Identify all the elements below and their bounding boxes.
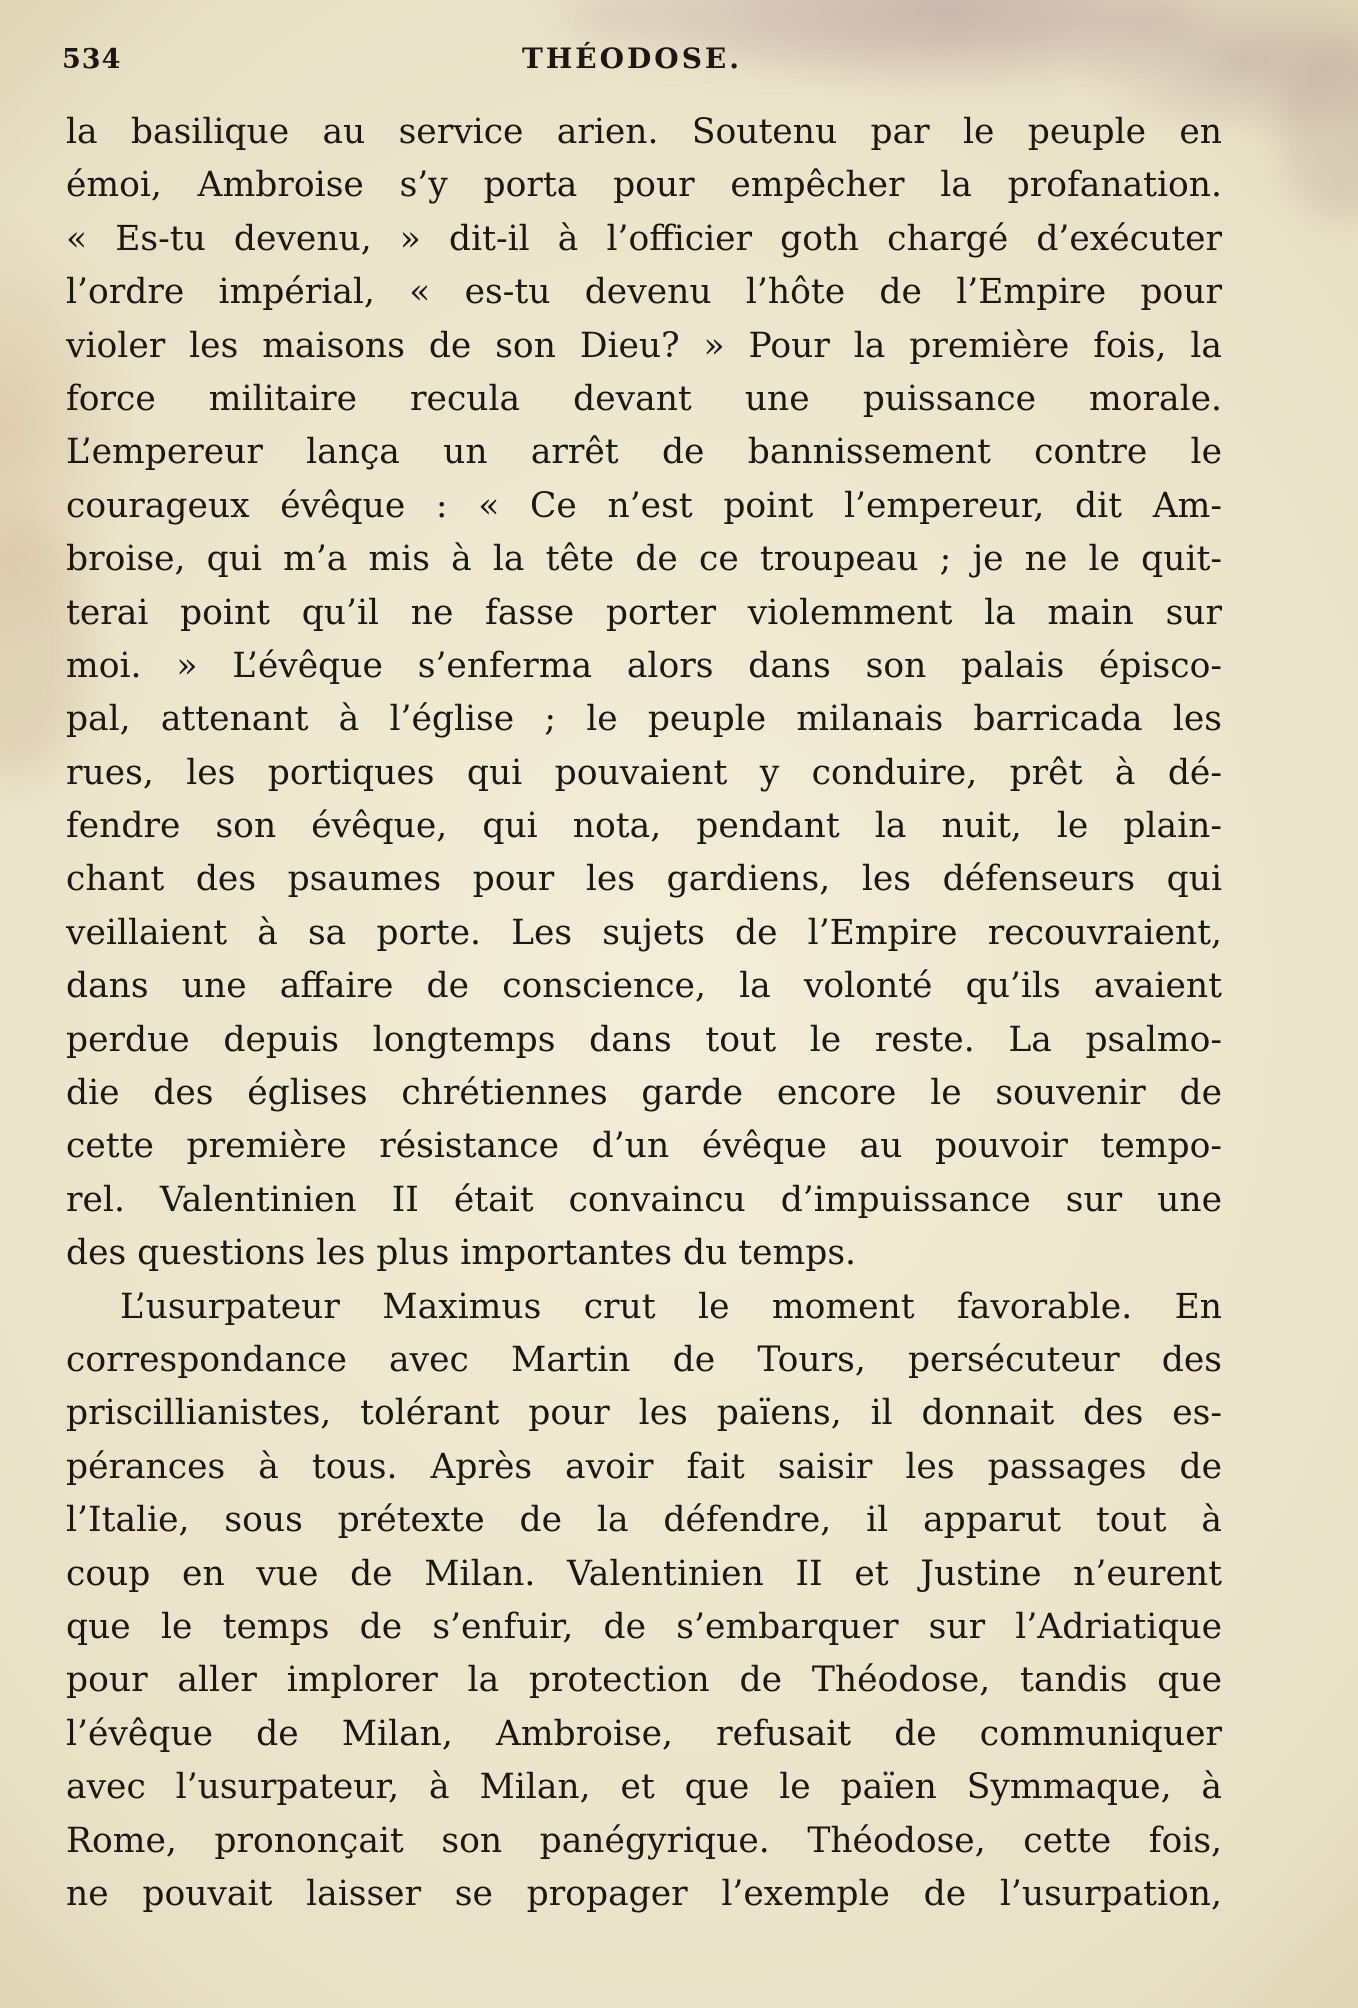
text-line: l’évêque de Milan, Ambroise, refusait de communiquer xyxy=(66,1713,1222,1754)
text-line: rues, les portiques qui pouvaient y conduire, prêt à dé- xyxy=(66,752,1222,793)
text-line: moi. » L’évêque s’enferma alors dans son palais épisco- xyxy=(66,645,1222,686)
text-line: rel. Valentinien II était convaincu d’impuissance sur une xyxy=(66,1179,1222,1220)
text-line: pal, attenant à l’église ; le peuple milanais barricada les xyxy=(66,699,1222,740)
text-line: fendre son évêque, qui nota, pendant la nuit, le plain- xyxy=(66,806,1222,847)
body-text xyxy=(66,106,1222,1921)
text-line: die des églises chrétiennes garde encore le souvenir de xyxy=(66,1073,1222,1114)
text-line: chant des psaumes pour les gardiens, les défenseurs qui xyxy=(66,859,1222,900)
text-line: cette première résistance d’un évêque au pouvoir tempo- xyxy=(66,1126,1222,1167)
paper-stain xyxy=(1280,40,1358,220)
text-line: violer les maisons de son Dieu? » Pour la première fois, la xyxy=(66,325,1222,366)
text-line: correspondance avec Martin de Tours, persécuteur des xyxy=(66,1339,1222,1380)
text-line: ne pouvait laisser se propager l’exemple de l’usurpation, xyxy=(66,1873,1222,1914)
text-line: broise, qui m’a mis à la tête de ce troupeau ; je ne le quit- xyxy=(66,539,1222,580)
text-line: terai point qu’il ne fasse porter violemment la main sur xyxy=(66,592,1222,633)
text-line: L’usurpateur Maximus crut le moment favorable. En xyxy=(120,1286,1222,1327)
text-line: la basilique au service arien. Soutenu par le peuple en xyxy=(66,112,1222,152)
text-line: des questions les plus importantes du temps. xyxy=(66,1233,857,1274)
text-line: que le temps de s’enfuir, de s’embarquer sur l’Adriatique xyxy=(66,1606,1222,1647)
text-line: priscillianistes, tolérant pour les païens, il donnait des es- xyxy=(66,1393,1222,1434)
page-number: 534 xyxy=(62,44,122,75)
text-line: courageux évêque : « Ce n’est point l’empereur, dit Am- xyxy=(66,485,1222,526)
text-line: émoi, Ambroise s’y porta pour empêcher la profanation. xyxy=(66,165,1222,206)
text-line: veillaient à sa porte. Les sujets de l’Empire recouvraient, xyxy=(66,912,1222,953)
text-line: avec l’usurpateur, à Milan, et que le païen Symmaque, à xyxy=(66,1767,1222,1808)
text-line: pérances à tous. Après avoir fait saisir les passages de xyxy=(66,1446,1222,1487)
text-line: force militaire recula devant une puissance morale. xyxy=(66,378,1222,419)
text-line: Rome, prononçait son panégyrique. Théodose, cette fois, xyxy=(66,1820,1222,1861)
text-line: pour aller implorer la protection de Théodose, tandis que xyxy=(66,1660,1222,1701)
text-line: « Es-tu devenu, » dit-il à l’officier goth chargé d’exécuter xyxy=(66,218,1222,259)
text-line: l’Italie, sous prétexte de la défendre, il apparut tout à xyxy=(66,1500,1222,1541)
text-line: L’empereur lança un arrêt de bannissement contre le xyxy=(66,432,1222,473)
page-header xyxy=(62,40,1222,84)
text-line: l’ordre impérial, « es-tu devenu l’hôte de l’Empire pour xyxy=(66,272,1222,313)
text-line: dans une affaire de conscience, la volonté qu’ils avaient xyxy=(66,966,1222,1007)
text-line: perdue depuis longtemps dans tout le reste. La psalmo- xyxy=(66,1019,1222,1060)
text-line: coup en vue de Milan. Valentinien II et Justine n’eurent xyxy=(66,1553,1222,1594)
running-head: THÉODOSE. xyxy=(522,42,743,75)
